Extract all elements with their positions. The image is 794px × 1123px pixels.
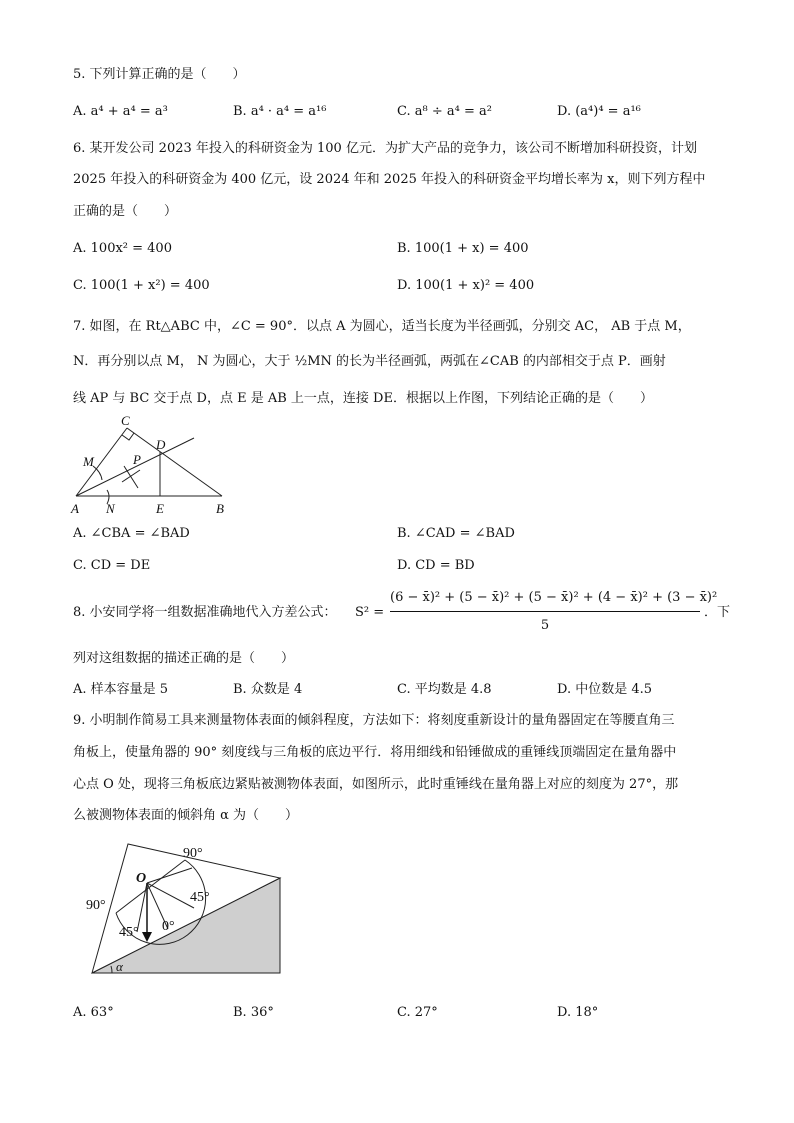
q7-label-p: P [133,452,141,467]
q6-option-b: B. 100(1 + x) = 400 [397,241,529,256]
q9-option-a: A. 63° [73,1005,114,1020]
q9-line-3: 心点 O 处，现将三角板底边紧贴被测物体表面，如图所示，此时重锤线在量角器上对应的刻度为 27°，那 [73,777,679,792]
q9-label-zero: 0° [162,919,175,934]
q6-option-a: A. 100x² = 400 [73,241,172,256]
q7-triangle-figure [66,412,236,520]
q5-option-d: D. (a⁴)⁴ = a¹⁶ [557,104,641,119]
q6-line-1: 6. 某开发公司 2023 年投入的科研资金为 100 亿元．为扩大产品的竞争力，该公司不断增加科研投资，计划 [73,141,697,156]
q8-option-a: A. 样本容量是 5 [73,682,169,697]
q9-option-b: B. 36° [233,1005,274,1020]
q9-line-1: 9. 小明制作简易工具来测量物体表面的倾斜程度，方法如下：将刻度重新设计的量角器固定在等腰直角三 [73,713,675,728]
q8-prefix: 8. 小安同学将一组数据准确地代入方差公式： [73,605,337,620]
q9-label-o: O [136,871,147,886]
q7-label-d: D [156,437,166,452]
q8-option-c: C. 平均数是 4.8 [397,682,492,697]
q7-label-e: E [156,501,164,516]
q7-option-b: B. ∠CAD = ∠BAD [397,526,515,541]
q7-line-1: 7. 如图，在 Rt△ABC 中，∠C = 90°．以点 A 为圆心，适当长度为半径画弧，分别交 AC， AB 于点 M， [73,319,691,334]
q9-label-top-90: 90° [183,846,203,861]
q9-line-2: 角板上，使量角器的 90° 刻度线与三角板的底边平行．将用细线和铅锤做成的重锤线顶端固定在量角器中 [73,745,677,760]
q6-line-3: 正确的是（ ） [73,204,178,219]
q7-label-n: N [106,501,115,516]
q7-option-a: A. ∠CBA = ∠BAD [73,526,190,541]
q5-option-a: A. a⁴ + a⁴ = a³ [73,104,168,119]
q9-option-c: C. 27° [397,1005,438,1020]
q5-stem: 5. 下列计算正确的是（ ） [73,67,246,82]
q7-label-m: M [83,454,94,469]
q7-option-c: C. CD = DE [73,558,151,573]
q5-option-b: B. a⁴ · a⁴ = a¹⁶ [233,104,327,119]
q8-suffix: ．下 [704,605,731,620]
q7-right-angle-mark [122,433,134,440]
q8-option-b: B. 众数是 4 [233,682,303,697]
q9-line-4: 么被测物体表面的倾斜角 α 为（ ） [73,808,299,823]
q6-option-c: C. 100(1 + x²) = 400 [73,278,210,293]
q7-option-d: D. CD = BD [397,558,475,573]
q7-side-cb [127,428,222,496]
q6-option-d: D. 100(1 + x)² = 400 [397,278,535,293]
q8-formula-lhs: S² = [355,605,385,620]
q7-label-a: A [71,501,79,516]
q9-option-d: D. 18° [557,1005,599,1020]
q6-line-2: 2025 年投入的科研资金为 400 亿元，设 2024 年和 2025 年投入的科研资金平均增长率为 x，则下列方程中 [73,172,706,187]
q9-label-alpha: α [116,959,123,974]
q9-label-right-45: 45° [190,890,210,905]
q9-label-left-90: 90° [86,898,106,913]
q5-option-c: C. a⁸ ÷ a⁴ = a² [397,104,492,119]
q8-numerator: (6 − x̄)² + (5 − x̄)² + (5 − x̄)² + (4 − x̄)² + (3 − x̄)² [390,588,700,612]
q7-label-b: B [216,501,224,516]
q8-denominator: 5 [540,618,550,633]
q7-line-2: N．再分别以点 M， N 为圆心，大于 ½MN 的长为半径画弧，两弧在∠CAB 的内部相交于点 P．画射 [73,354,666,369]
q9-label-bottom-45: 45° [119,925,139,940]
q8-fraction [390,588,718,636]
q7-line-3: 线 AP 与 BC 交于点 D，点 E 是 AB 上一点，连接 DE．根据以上作图，下列结论正确的是（ ） [73,391,653,406]
q9-protractor-figure [82,836,287,978]
q8-option-d: D. 中位数是 4.5 [557,682,653,697]
q7-label-c: C [121,413,130,428]
q8-line-2: 列对这组数据的描述正确的是（ ） [73,651,295,666]
